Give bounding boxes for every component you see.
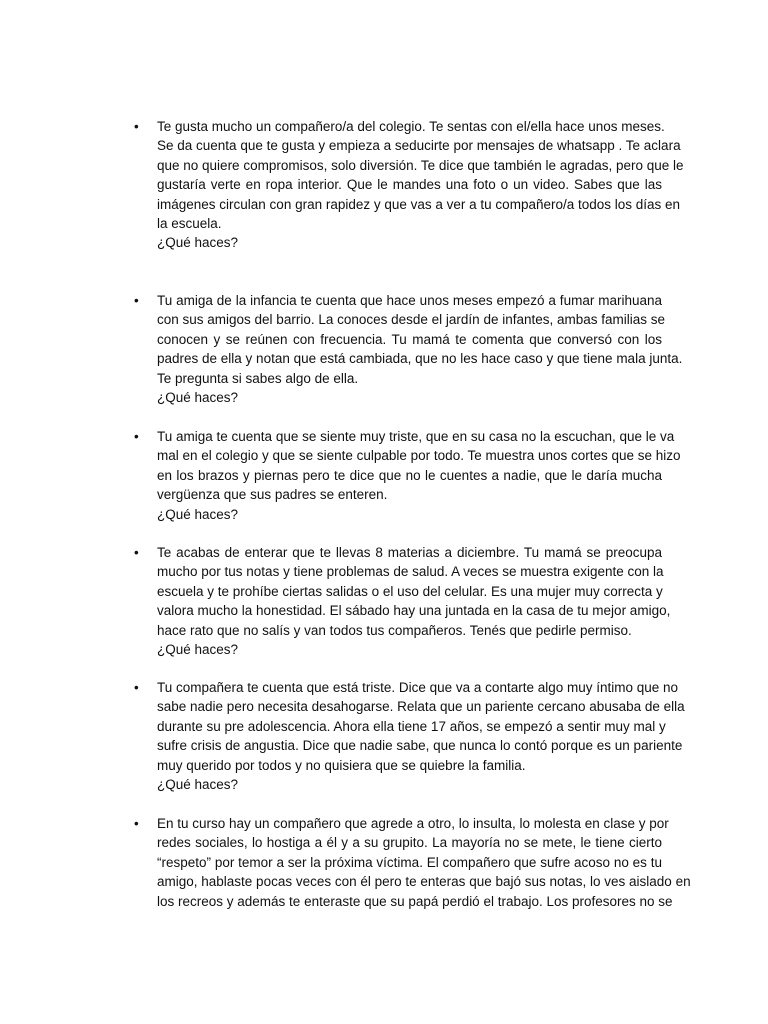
scenario-line: Te pregunta si sabes algo de ella. [157,370,359,386]
scenario-line: gustaría verte en ropa interior. Que le mandes una foto o un video. Sabes que las [157,177,662,193]
scenario-line: Tu compañera te cuenta que está triste. Dice que va a contarte algo muy íntimo que no [157,680,679,695]
scenario-line: con sus amigos del barrio. La conoces desde el jardín de infantes, ambas familias se [157,312,666,328]
scenario-text [157,543,671,659]
scenario-line: muy querido por todos y no quisiera que se quiebre la familia. [157,757,526,773]
scenario-question: ¿Qué haces? [157,642,239,658]
scenario-line: en los brazos y piernas pero te dice que no le cuentes a nadie, que le daría mucha [157,467,662,483]
scenario-line: amigo, hablaste pocas veces con él pero te enteras que bajó sus notas, lo ves aislado en [157,874,691,890]
scenario-text [157,814,691,911]
bullet-icon: • [134,429,139,444]
bullet-icon: • [134,119,139,134]
scenario-line: Te gusta mucho un compañero/a del colegio. Te sentas con el/ella hace unos meses. [157,119,665,134]
scenario-text [157,678,685,794]
bullet-icon: • [134,680,139,695]
bullet-icon: • [134,816,139,831]
scenario-line: redes sociales, lo hostiga a él y a su grupito. La mayoría no se mete, le tiene cierto [157,835,662,851]
scenario-line: mal en el colegio y que se siente culpable por todo. Te muestra unos cortes que se hizo [157,448,681,464]
scenario-line: los recreos y además te enteraste que su papá perdió el trabajo. Los profesores no se [157,893,673,909]
scenario-line: Se da cuenta que te gusta y empieza a seducirte por mensajes de whatsapp . Te aclara [157,138,681,154]
scenario-line: conocen y se reúnen con frecuencia. Tu mamá te comenta que conversó con los [157,331,662,347]
bullet-icon: • [134,293,139,308]
scenario-line: durante su pre adolescencia. Ahora ella tiene 17 años, se empezó a sentir muy mal y [157,718,666,734]
scenario-question: ¿Qué haces? [157,235,239,251]
scenario-line: Tu amiga te cuenta que se siente muy triste, que en su casa no la escuchan, que le va [157,429,675,444]
scenario-question: ¿Qué haces? [157,777,239,793]
scenario-line: Tu amiga de la infancia te cuenta que hace unos meses empezó a fumar marihuana [157,293,662,308]
scenario-line: escuela y te prohíbe ciertas salidas o el uso del celular. Es una mujer muy correcta y [157,583,663,599]
scenario-question: ¿Qué haces? [157,390,239,406]
scenario-line: mucho por tus notas y tiene problemas de salud. A veces se muestra exigente con la [157,564,664,580]
scenario-line: la escuela. [157,216,222,232]
scenario-question: ¿Qué haces? [157,506,239,522]
scenario-line: Te acabas de enterar que te llevas 8 materias a diciembre. Tu mamá se preocupa [157,545,662,560]
scenario-line: que no quiere compromisos, solo diversión. Te dice que también le agradas, pero que le [157,157,684,173]
scenario-line: hace rato que no salís y van todos tus compañeros. Tenés que pedirle permiso. [157,622,632,638]
scenario-text [157,291,683,407]
scenario-line: imágenes circulan con gran rapidez y que vas a ver a tu compañero/a todos los días en [157,196,681,212]
scenario-text [157,427,681,524]
scenario-line: valora mucho la honestidad. El sábado hay una juntada en la casa de tu mejor amigo, [157,603,671,619]
scenario-line: padres de ella y notan que está cambiada, que no les hace caso y que tiene mala junta. [157,351,683,367]
bullet-icon: • [134,545,139,560]
scenario-line: vergüenza que sus padres se enteren. [157,487,388,503]
scenario-line: sabe nadie pero necesita desahogarse. Relata que un pariente cercano abusaba de ella [157,699,685,715]
scenario-line: sufre crisis de angustia. Dice que nadie sabe, que nunca lo contó porque es un pariente [157,738,683,754]
scenario-line: En tu curso hay un compañero que agrede a otro, lo insulta, lo molesta en clase y por [157,816,669,831]
scenario-text [157,117,684,253]
scenario-line: “respeto” por temor a ser la próxima víctima. El compañero que sufre acoso no es tu [157,854,662,870]
